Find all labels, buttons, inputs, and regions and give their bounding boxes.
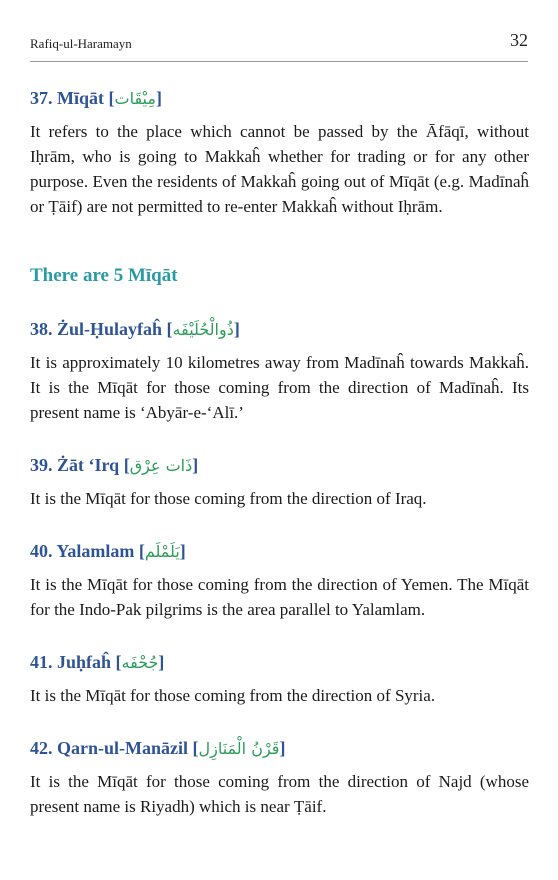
arabic-term: ذُوالْحُلَيْفَه <box>172 320 234 339</box>
page-content <box>30 86 529 819</box>
entry-37 <box>30 86 529 219</box>
entry-body: It is the Mīqāt for those coming from the direction of Iraq. <box>30 489 427 508</box>
arabic-term: جُحْفَه <box>121 653 159 672</box>
entry-title: 39. Żāt ‘Irq <box>30 455 120 475</box>
entry-title: 37. Mīqāt <box>30 88 104 108</box>
section-title: There are 5 Mīqāt <box>30 265 178 286</box>
arabic-term: يَلَمْلَم <box>144 542 180 561</box>
entry-body: It refers to the place which cannot be passed by the Āfāqī, without Iḥrām, who is going to Makkaĥ whether for trading or for any other purpose. Even the residents of Makkaĥ going out of Mīqāt (e.g. Madīnaĥ or Ṭāif) are not permitted to re-enter Makkaĥ without Iḥrām. <box>30 122 529 216</box>
entry-body: It is the Mīqāt for those coming from the direction of Syria. <box>30 686 436 705</box>
entry-38 <box>30 317 529 425</box>
page-number: 32 <box>510 30 528 50</box>
entry-39 <box>30 453 529 511</box>
entry-title: 40. Yalamlam <box>30 541 135 561</box>
running-title: Rafiq-ul-Haramayn <box>30 36 132 51</box>
entry-heading: 41. Juḥfaĥ [جُحْفَه] <box>30 652 165 672</box>
page-header <box>30 30 528 56</box>
entry-title: 42. Qarn-ul-Manāzil <box>30 738 188 758</box>
arabic-term: ذَات عِرْق <box>129 456 193 475</box>
arabic-term: قَرْنُ الْمَنَازِل <box>198 739 280 758</box>
entry-heading: 37. Mīqāt [مِیْقَات] <box>30 88 162 108</box>
entry-42 <box>30 736 529 819</box>
entry-title: 41. Juḥfaĥ <box>30 652 112 672</box>
entry-body: It is the Mīqāt for those coming from the direction of Najd (whose present name is Riyadh) which is near Ṭāif. <box>30 772 529 816</box>
entry-40 <box>30 539 529 622</box>
entry-41 <box>30 650 529 708</box>
entry-body: It is the Mīqāt for those coming from the direction of Yemen. The Mīqāt for the Indo-Pak pilgrims is the area parallel to Yalamlam. <box>30 575 529 619</box>
entry-heading: 38. Żul-Ḥulayfaĥ [ذُوالْحُلَيْفَه] <box>30 319 240 339</box>
entry-heading: 42. Qarn-ul-Manāzil [قَرْنُ الْمَنَازِل] <box>30 738 286 758</box>
arabic-term: مِیْقَات <box>114 89 156 108</box>
entry-body: It is approximately 10 kilometres away from Madīnaĥ towards Makkaĥ. It is the Mīqāt for those coming from the direction of Madīnaĥ. Its present name is ‘Abyār-e-‘Alī.’ <box>30 353 529 422</box>
entry-heading: 39. Żāt ‘Irq [ذَات عِرْق] <box>30 455 199 475</box>
entry-title: 38. Żul-Ḥulayfaĥ <box>30 319 163 339</box>
header-rule <box>30 61 528 62</box>
entry-heading: 40. Yalamlam [يَلَمْلَم] <box>30 541 186 561</box>
